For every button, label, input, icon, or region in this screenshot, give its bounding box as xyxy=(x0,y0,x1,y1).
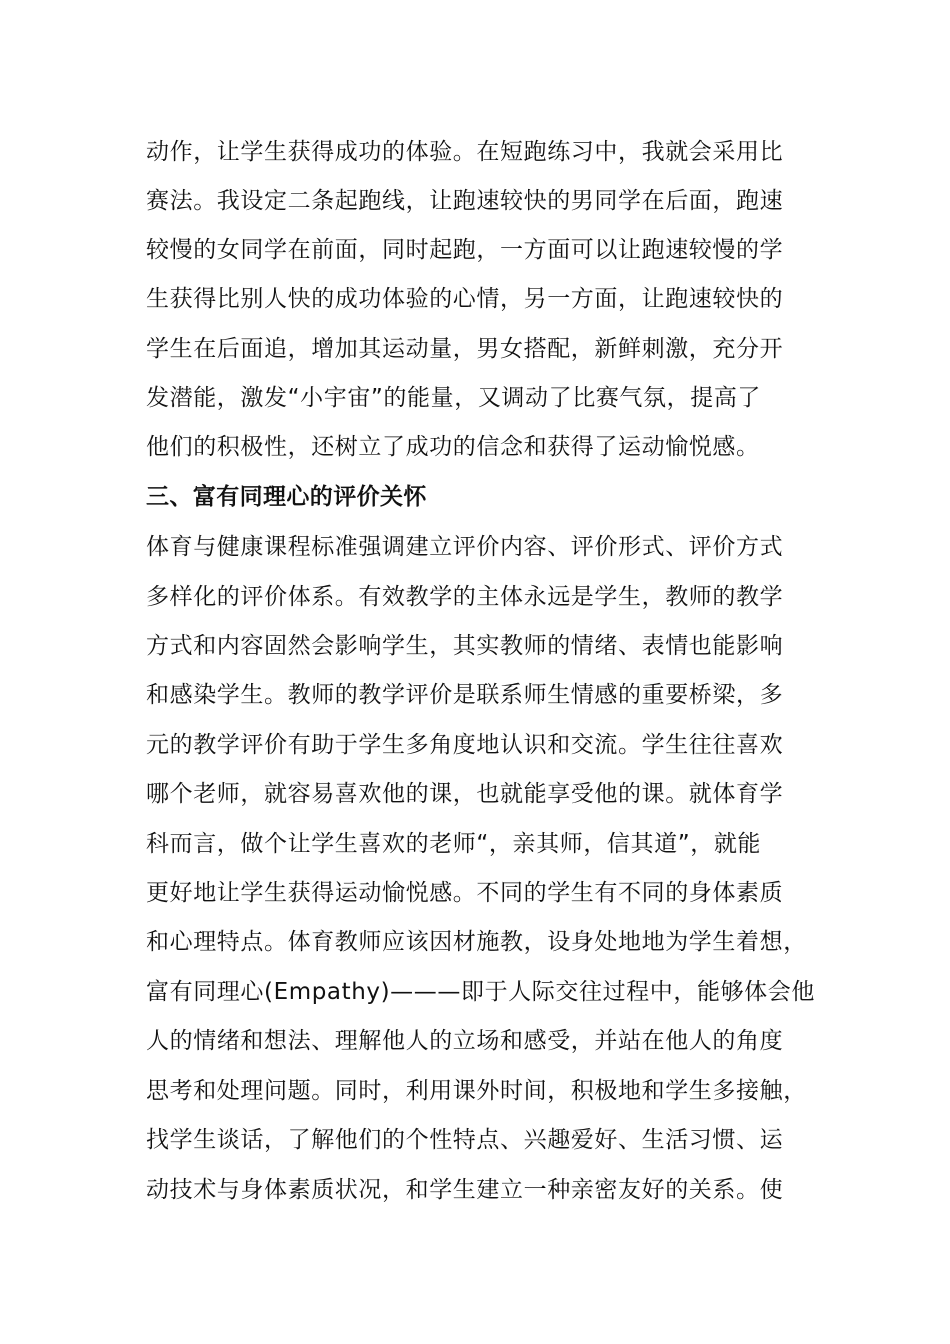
paragraph-line: 方式和内容固然会影响学生，其实教师的情绪、表情也能影响 xyxy=(146,633,784,659)
paragraph-line: 元的教学评价有助于学生多角度地认识和交流。学生往往喜欢 xyxy=(146,732,784,758)
paragraph-line: 体育与健康课程标准强调建立评价内容、评价形式、评价方式 xyxy=(146,534,784,560)
paragraph-line: 动技术与身体素质状况，和学生建立一种亲密友好的关系。使 xyxy=(146,1177,784,1203)
paragraph-line: 学生在后面追，增加其运动量，男女搭配，新鲜刺激，充分开 xyxy=(146,336,784,362)
paragraph-line: 生获得比别人快的成功体验的心情，另一方面，让跑速较快的 xyxy=(146,286,784,312)
paragraph-line: 思考和处理问题。同时，利用课外时间，积极地和学生多接触， xyxy=(146,1078,807,1104)
paragraph-line: 他们的积极性，还树立了成功的信念和获得了运动愉悦感。 xyxy=(146,434,760,460)
section-heading: 三、富有同理心的评价关怀 xyxy=(146,484,427,510)
paragraph-line: 人的情绪和想法、理解他人的立场和感受，并站在他人的角度 xyxy=(146,1028,784,1054)
paragraph-line: 哪个老师，就容易喜欢他的课，也就能享受他的课。就体育学 xyxy=(146,781,784,807)
paragraph-line: 赛法。我设定二条起跑线，让跑速较快的男同学在后面，跑速 xyxy=(146,188,784,214)
paragraph-line: 动作，让学生获得成功的体验。在短跑练习中，我就会采用比 xyxy=(146,139,784,165)
paragraph-line: 更好地让学生获得运动愉悦感。不同的学生有不同的身体素质 xyxy=(146,880,784,906)
paragraph-line: 和感染学生。教师的教学评价是联系师生情感的重要桥梁，多 xyxy=(146,682,784,708)
paragraph-line: 科而言，做个让学生喜欢的老师“，亲其师，信其道”，就能 xyxy=(146,831,762,857)
paragraph-line: 找学生谈话，了解他们的个性特点、兴趣爱好、生活习惯、运 xyxy=(146,1127,784,1153)
paragraph-line: 多样化的评价体系。有效教学的主体永远是学生，教师的教学 xyxy=(146,584,784,610)
paragraph-line: 和心理特点。体育教师应该因材施教，设身处地地为学生着想， xyxy=(146,929,807,955)
paragraph-line: 富有同理心(Empathy)———即于人际交往过程中，能够体会他 xyxy=(146,979,815,1005)
paragraph-line: 较慢的女同学在前面，同时起跑，一方面可以让跑速较慢的学 xyxy=(146,237,784,263)
paragraph-line: 发潜能，激发“小宇宙”的能量，又调动了比赛气氛，提高了 xyxy=(146,385,762,411)
